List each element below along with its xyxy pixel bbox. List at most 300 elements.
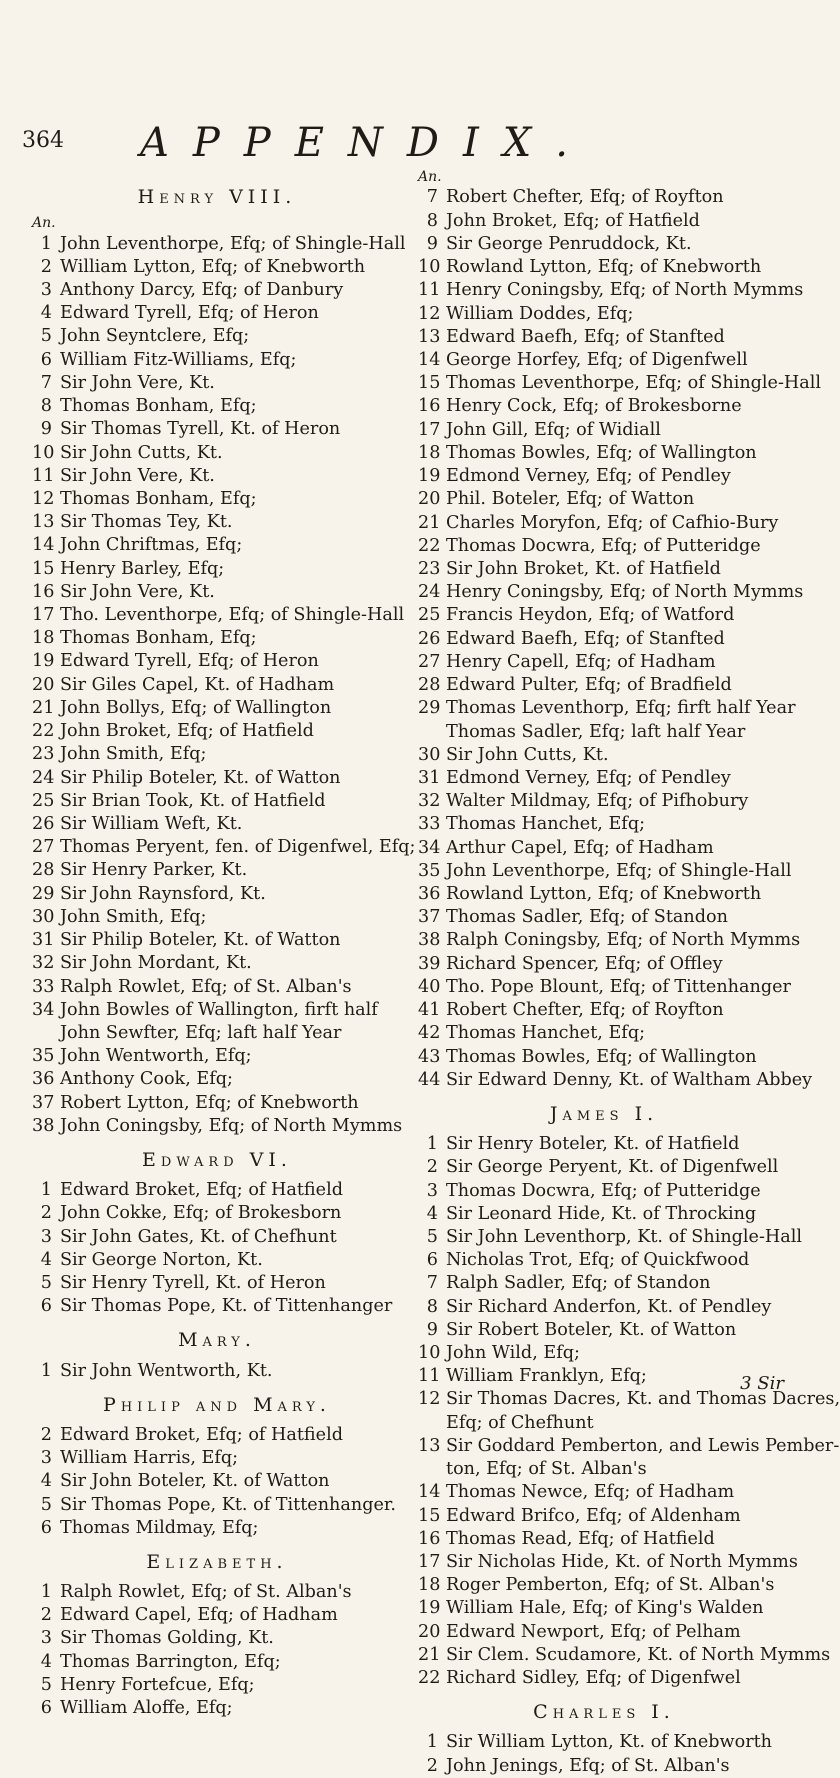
year-number: 6 (426, 1250, 438, 1271)
year-number: 16 (418, 1528, 441, 1549)
sheriff-entry: Thomas Sadler, Efq; of Standon (446, 907, 728, 928)
year-number: 8 (426, 210, 438, 231)
year-number: 24 (418, 582, 441, 603)
list-item (32, 1447, 402, 1470)
sheriff-entry: John Smith, Efq; (60, 906, 207, 927)
list-item (418, 465, 790, 488)
list-item (418, 395, 790, 418)
sheriff-entry: William Fitz-Williams, Efq; (60, 349, 297, 370)
sheriff-entry: Robert Lytton, Efq; of Knebworth (60, 1092, 359, 1113)
list-item (32, 906, 402, 929)
year-number: 39 (418, 953, 441, 974)
sheriff-entry: Thomas Docwra, Efq; of Putteridge (446, 1180, 761, 1201)
year-number: 20 (418, 489, 441, 510)
year-number: 26 (418, 628, 441, 649)
list-item (418, 558, 790, 581)
sheriff-entry: John Cokke, Efq; of Brokesborn (60, 1203, 342, 1224)
sheriff-entry: Thomas Docwra, Efq; of Putteridge (446, 535, 761, 556)
sheriff-entry: Sir Philip Boteler, Kt. of Watton (60, 930, 341, 951)
list-item (418, 790, 790, 813)
list-item (32, 442, 402, 465)
year-number: 30 (32, 906, 55, 927)
list-item (418, 233, 790, 256)
section-heading: James I. (549, 1103, 659, 1125)
list-item (418, 1133, 790, 1156)
year-number: 33 (32, 976, 55, 997)
year-number: 21 (418, 1644, 441, 1665)
list-item (418, 1621, 790, 1644)
year-number: 1 (40, 1582, 52, 1603)
list-item (32, 1179, 402, 1202)
sheriff-entry: Francis Heydon, Efq; of Watford (446, 605, 735, 626)
sheriff-entry: Richard Sidley, Efq; of Digenfwel (446, 1668, 741, 1689)
year-number: 29 (32, 883, 55, 904)
sheriff-entry: Edward Broket, Efq; of Hatfield (60, 1424, 343, 1445)
sheriff-entry: Edward Baefh, Efq; of Stanfted (446, 326, 725, 347)
sheriff-entry: Edward Baefh, Efq; of Stanfted (446, 628, 725, 649)
list-item (418, 651, 790, 674)
year-number: 10 (418, 1343, 441, 1364)
sheriff-entry: Thomas Leventhorpe, Efq; of Shingle-Hall (446, 373, 822, 394)
sheriff-entry: Thomas Mildmay, Efq; (60, 1517, 259, 1538)
sheriff-entry: John Leventhorpe, Efq; of Shingle-Hall (60, 233, 406, 254)
year-number: 37 (32, 1092, 55, 1113)
sheriff-entry: Sir Thomas Tyrell, Kt. of Heron (60, 419, 341, 440)
list-item (32, 488, 402, 511)
list-item (418, 349, 790, 372)
list-item (418, 303, 790, 326)
sheriff-entry: Sir Edward Denny, Kt. of Waltham Abbey (446, 1069, 813, 1090)
list-item (32, 1295, 402, 1318)
sheriff-entry: Thomas Hanchet, Efq; (446, 814, 646, 835)
list-item (418, 883, 790, 906)
sheriff-entry: Sir John Raynsford, Kt. (60, 883, 266, 904)
sheriff-entry: Sir Henry Tyrell, Kt. of Heron (60, 1273, 326, 1294)
list-item (418, 1272, 790, 1295)
list-item (32, 976, 402, 999)
sheriff-entry: Rowland Lytton, Efq; of Knebworth (446, 257, 762, 278)
left-column (32, 175, 416, 1720)
list-item (418, 744, 790, 767)
year-number: 12 (418, 303, 441, 324)
list-item (418, 279, 804, 302)
sheriff-entry: Thomas Barrington, Efq; (60, 1651, 281, 1672)
year-number: 2 (40, 256, 52, 277)
sheriff-entry: Sir William Lytton, Kt. of Knebworth (446, 1732, 772, 1753)
year-number: 41 (418, 1000, 441, 1021)
section-heading: Philip and Mary. (103, 1393, 331, 1416)
list-item (418, 767, 790, 790)
year-number: 8 (426, 1296, 438, 1317)
sheriff-entry: Anthony Darcy, Efq; of Danbury (60, 279, 344, 300)
sheriff-entry: Edward Pulter, Efq; of Bradfield (446, 675, 732, 696)
sheriff-entry: Ralph Sadler, Efq; of Standon (446, 1273, 711, 1294)
list-item (418, 1022, 790, 1045)
sheriff-entry: Sir John Vere, Kt. (60, 465, 215, 486)
year-number: 2 (426, 1755, 438, 1776)
list-item (32, 1249, 402, 1272)
list-item (32, 720, 402, 743)
sheriff-entry: John Jenings, Efq; of St. Alban's (446, 1755, 730, 1776)
year-number: 38 (418, 930, 441, 951)
list-item (418, 604, 790, 627)
year-number: 42 (418, 1023, 441, 1044)
sheriff-entry: Sir John Boteler, Kt. of Watton (60, 1471, 330, 1492)
sheriff-entry: Sir Thomas Pope, Kt. of Tittenhanger. (60, 1494, 396, 1515)
sheriff-entry: Arthur Capel, Efq; of Hadham (446, 837, 714, 858)
year-abbrev: An. (418, 169, 442, 185)
sheriff-entry: Ralph Rowlet, Efq; of St. Alban's (60, 976, 352, 997)
year-number: 43 (418, 1046, 441, 1067)
list-item (32, 697, 402, 720)
year-number: 20 (418, 1621, 441, 1642)
list-item (32, 836, 416, 859)
sheriff-entry: Thomas Read, Efq; of Hatfield (446, 1528, 715, 1549)
year-number: 10 (32, 442, 55, 463)
list-item (418, 581, 804, 604)
year-number: 12 (32, 488, 55, 509)
year-number: 19 (418, 466, 441, 487)
list-item (418, 1755, 790, 1778)
year-number: 7 (426, 187, 438, 208)
year-number: 2 (426, 1157, 438, 1178)
sheriff-entry: Roger Pemberton, Efq; of St. Alban's (446, 1575, 775, 1596)
entry-continuation: Thomas Sadler, Efq; laft half Year (446, 721, 746, 742)
sheriff-entry: Sir George Penruddock, Kt. (446, 233, 692, 254)
sheriff-entry: Sir William Weft, Kt. (60, 814, 243, 835)
sheriff-entry: Sir Leonard Hide, Kt. of Throcking (446, 1203, 757, 1224)
year-number: 1 (426, 1732, 438, 1753)
list-item (418, 1528, 790, 1551)
year-number: 6 (40, 1296, 52, 1317)
year-number: 11 (418, 1366, 441, 1387)
sheriff-entry: Sir Brian Took, Kt. of Hatfield (60, 790, 326, 811)
year-number: 31 (32, 930, 55, 951)
sheriff-entry: Sir Clem. Scudamore, Kt. of North Mymms (446, 1644, 831, 1665)
sheriff-entry: Ralph Coningsby, Efq; of North Mymms (446, 930, 801, 951)
year-number: 14 (418, 1482, 441, 1503)
year-number: 36 (418, 884, 441, 905)
list-item (418, 1249, 790, 1272)
sheriff-entry: Edmond Verney, Efq; of Pendley (446, 466, 731, 487)
list-item (32, 1651, 402, 1674)
sheriff-entry: Sir John Leventhorp, Kt. of Shingle-Hall (446, 1226, 802, 1247)
sheriff-entry: Walter Mildmay, Efq; of Pifhobury (446, 791, 749, 812)
list-item (418, 210, 790, 233)
year-number: 20 (32, 674, 55, 695)
list-item (418, 512, 790, 535)
list-item (418, 1069, 813, 1092)
year-number: 10 (418, 257, 441, 278)
year-number: 25 (418, 605, 441, 626)
sheriff-entry: Sir Thomas Pope, Kt. of Tittenhanger (60, 1296, 393, 1317)
year-number: 22 (418, 1668, 441, 1689)
year-number: 19 (418, 1598, 441, 1619)
list-item (418, 1156, 790, 1179)
sheriff-entry: Sir Thomas Dacres, Kt. and Thomas Dacres, (446, 1389, 840, 1410)
sheriff-entry: John Seyntclere, Efq; (60, 326, 250, 347)
list-item (32, 1424, 402, 1447)
year-number: 4 (40, 1651, 52, 1672)
year-number: 4 (40, 303, 52, 324)
list-item (418, 1597, 790, 1620)
section-heading: Elizabeth. (146, 1550, 288, 1573)
year-number: 26 (32, 814, 55, 835)
sheriff-entry: John Wentworth, Efq; (60, 1046, 252, 1067)
sheriff-entry: Sir Goddard Pemberton, and Lewis Pember- (446, 1435, 840, 1456)
list-item (32, 395, 402, 418)
year-number: 28 (32, 860, 55, 881)
sheriff-entry: Henry Cock, Efq; of Brokesborne (446, 396, 742, 417)
year-number: 1 (40, 1180, 52, 1201)
year-number: 32 (418, 791, 441, 812)
sheriff-entry: John Smith, Efq; (60, 744, 207, 765)
list-item (32, 1360, 402, 1383)
list-item (418, 976, 790, 999)
sheriff-entry: Thomas Hanchet, Efq; (446, 1023, 646, 1044)
sheriff-entry: Henry Coningsby, Efq; of North Mymms (446, 582, 804, 603)
list-item (418, 535, 790, 558)
sheriff-entry: Thomas Bowles, Efq; of Wallington (446, 1046, 757, 1067)
list-item (32, 1627, 402, 1650)
sheriff-entry: John Coningsby, Efq; of North Mymms (60, 1115, 403, 1136)
section-heading: Henry VIII. (137, 186, 297, 208)
list-item (32, 1226, 402, 1249)
year-number: 34 (32, 999, 55, 1020)
list-item (32, 534, 402, 557)
list-item (32, 465, 402, 488)
year-number: 37 (418, 907, 441, 928)
year-number: 6 (40, 1698, 52, 1719)
sheriff-entry: Sir John Cutts, Kt. (60, 442, 223, 463)
sheriff-entry: William Doddes, Efq; (446, 303, 634, 324)
year-number: 2 (40, 1203, 52, 1224)
list-item (32, 859, 402, 882)
sheriff-entry: Henry Fortefcue, Efq; (60, 1674, 255, 1695)
year-number: 36 (32, 1069, 55, 1090)
sheriff-entry: John Leventhorpe, Efq; of Shingle-Hall (446, 860, 792, 881)
list-item (418, 1342, 790, 1365)
sheriff-entry: Tho. Pope Blount, Efq; of Tittenhanger (446, 976, 791, 997)
sheriff-entry: Rowland Lytton, Efq; of Knebworth (446, 884, 762, 905)
list-item (32, 1697, 402, 1720)
sheriff-entry: Edward Tyrell, Efq; of Heron (60, 651, 319, 672)
year-number: 15 (418, 373, 441, 394)
sheriff-entry: William Lytton, Efq; of Knebworth (60, 256, 366, 277)
year-number: 3 (40, 1226, 52, 1247)
sheriff-entry: Phil. Boteler, Efq; of Watton (446, 489, 695, 510)
sheriff-entry: Sir John Vere, Kt. (60, 372, 215, 393)
list-item (32, 952, 402, 975)
list-item (418, 1481, 790, 1504)
year-number: 4 (40, 1471, 52, 1492)
list-item (418, 419, 790, 442)
sheriff-entry: Thomas Bonham, Efq; (60, 488, 257, 509)
year-number: 17 (418, 1552, 441, 1573)
list-item (418, 1365, 790, 1388)
sheriff-entry: Thomas Newce, Efq; of Hadham (446, 1482, 735, 1503)
list-item (418, 837, 790, 860)
sheriff-entry: Sir Thomas Golding, Kt. (60, 1628, 274, 1649)
section-heading: Charles I. (533, 1701, 675, 1724)
sheriff-entry: Edward Newport, Efq; of Pelham (446, 1621, 741, 1642)
list-item (418, 326, 790, 349)
year-number: 2 (40, 1424, 52, 1445)
list-item (418, 674, 790, 697)
year-number: 5 (40, 1273, 52, 1294)
year-number: 30 (418, 744, 441, 765)
list-item (418, 1551, 798, 1574)
list-item (418, 372, 822, 395)
year-number: 13 (418, 326, 441, 347)
year-number: 12 (418, 1389, 441, 1410)
year-number: 1 (40, 233, 52, 254)
sheriff-entry: John Bollys, Efq; of Wallington (60, 697, 332, 718)
list-item (418, 1667, 790, 1690)
list-item (32, 325, 402, 348)
year-number: 35 (32, 1046, 55, 1067)
sheriff-entry: Edward Broket, Efq; of Hatfield (60, 1180, 343, 1201)
list-item (32, 790, 402, 813)
list-item (32, 1581, 402, 1604)
year-number: 5 (426, 1226, 438, 1247)
year-number: 34 (418, 837, 441, 858)
year-number: 23 (32, 744, 55, 765)
list-item (32, 1470, 402, 1493)
list-item (418, 1226, 802, 1249)
list-item (32, 883, 402, 906)
year-number: 35 (418, 860, 441, 881)
list-item (418, 906, 790, 929)
list-item (418, 442, 790, 465)
year-number: 17 (32, 605, 55, 626)
year-number: 13 (32, 512, 55, 533)
list-item (32, 813, 402, 836)
year-number: 21 (418, 512, 441, 533)
list-item (32, 511, 402, 534)
list-item (418, 999, 790, 1022)
year-number: 3 (40, 279, 52, 300)
sheriff-entry: John Bowles of Wallington, firft half (60, 999, 378, 1020)
sheriff-entry: Anthony Cook, Efq; (60, 1069, 233, 1090)
list-item (32, 604, 405, 627)
list-item (418, 1644, 831, 1667)
list-item (418, 186, 790, 209)
list-item (32, 349, 402, 372)
list-item (32, 767, 402, 790)
list-item (32, 302, 402, 325)
list-item (418, 953, 790, 976)
year-number: 22 (32, 721, 55, 742)
sheriff-entry: Sir Henry Boteler, Kt. of Hatfield (446, 1134, 740, 1155)
year-number: 2 (40, 1605, 52, 1626)
sheriff-entry: Edmond Verney, Efq; of Pendley (446, 767, 731, 788)
year-number: 33 (418, 814, 441, 835)
sheriff-entry: Sir George Norton, Kt. (60, 1249, 263, 1270)
year-number: 18 (418, 442, 441, 463)
year-number: 14 (32, 535, 55, 556)
year-number: 18 (32, 628, 55, 649)
year-number: 9 (426, 1319, 438, 1340)
list-item (418, 1574, 790, 1597)
year-number: 3 (40, 1448, 52, 1469)
year-number: 23 (418, 558, 441, 579)
list-item (32, 1068, 402, 1091)
section-heading: Mary. (178, 1329, 256, 1352)
year-number: 5 (40, 326, 52, 347)
list-item (418, 1319, 790, 1342)
sheriff-entry: Sir John Broket, Kt. of Hatfield (446, 558, 721, 579)
year-number: 15 (32, 558, 55, 579)
list-item (32, 929, 402, 952)
year-number: 11 (32, 465, 55, 486)
sheriff-entry: Charles Moryfon, Efq; of Cafhio-Bury (446, 512, 779, 533)
entry-continuation: John Sewfter, Efq; laft half Year (60, 1022, 342, 1043)
year-number: 22 (418, 535, 441, 556)
sheriff-entry: Sir Henry Parker, Kt. (60, 860, 248, 881)
list-item (32, 999, 402, 1022)
year-number: 5 (40, 1494, 52, 1515)
sheriff-entry: Nicholas Trot, Efq; of Quickfwood (446, 1250, 750, 1271)
sheriff-entry: John Gill, Efq; of Widiall (446, 419, 661, 440)
list-item (32, 674, 402, 697)
year-number: 17 (418, 419, 441, 440)
list-item (418, 628, 790, 651)
sheriff-entry: Sir Philip Boteler, Kt. of Watton (60, 767, 341, 788)
sheriff-entry: Robert Chefter, Efq; of Royfton (446, 187, 724, 208)
sheriff-entry: John Chriftmas, Efq; (60, 535, 243, 556)
year-number: 6 (40, 349, 52, 370)
sheriff-entry: William Aloffe, Efq; (60, 1698, 233, 1719)
sheriff-entry: Thomas Bonham, Efq; (60, 628, 257, 649)
list-item (418, 697, 796, 720)
sheriff-entry: Thomas Bowles, Efq; of Wallington (446, 442, 757, 463)
list-item (32, 1272, 402, 1295)
year-number: 1 (40, 1360, 52, 1381)
list-item (32, 233, 406, 256)
list-item (418, 1505, 790, 1528)
sheriff-entry: Tho. Leventhorpe, Efq; of Shingle-Hall (60, 605, 405, 626)
sheriff-entry: William Harris, Efq; (60, 1448, 239, 1469)
sheriff-entry: Sir John Cutts, Kt. (446, 744, 609, 765)
sheriff-entry: Sir Giles Capel, Kt. of Hadham (60, 674, 335, 695)
year-number: 9 (40, 419, 52, 440)
sheriff-entry: Edward Tyrell, Efq; of Heron (60, 303, 319, 324)
sheriff-entry: Sir John Wentworth, Kt. (60, 1360, 273, 1381)
sheriff-entry: Sir Nicholas Hide, Kt. of North Mymms (446, 1552, 798, 1573)
year-abbrev: An. (32, 215, 56, 232)
year-number: 29 (418, 698, 441, 719)
sheriff-entry: Sir George Peryent, Kt. of Digenfwell (446, 1157, 779, 1178)
year-number: 4 (40, 1249, 52, 1270)
year-number: 27 (32, 837, 55, 858)
list-item (32, 743, 402, 766)
sheriff-entry: Ralph Rowlet, Efq; of St. Alban's (60, 1582, 352, 1603)
list-item (32, 1517, 402, 1540)
year-number: 15 (418, 1505, 441, 1526)
sheriff-entry: Thomas Peryent, fen. of Digenfwel, Efq; (60, 837, 416, 858)
year-number: 21 (32, 697, 55, 718)
list-item (32, 650, 402, 673)
list-item (32, 1092, 402, 1115)
sheriff-entry: Henry Barley, Efq; (60, 558, 225, 579)
year-number: 18 (418, 1575, 441, 1596)
year-number: 14 (418, 350, 441, 370)
page-number: 364 (22, 128, 64, 153)
list-item (32, 558, 402, 581)
sheriff-entry: John Wild, Efq; (446, 1343, 580, 1364)
sheriff-entry: Edward Brifco, Efq; of Aldenham (446, 1505, 741, 1526)
